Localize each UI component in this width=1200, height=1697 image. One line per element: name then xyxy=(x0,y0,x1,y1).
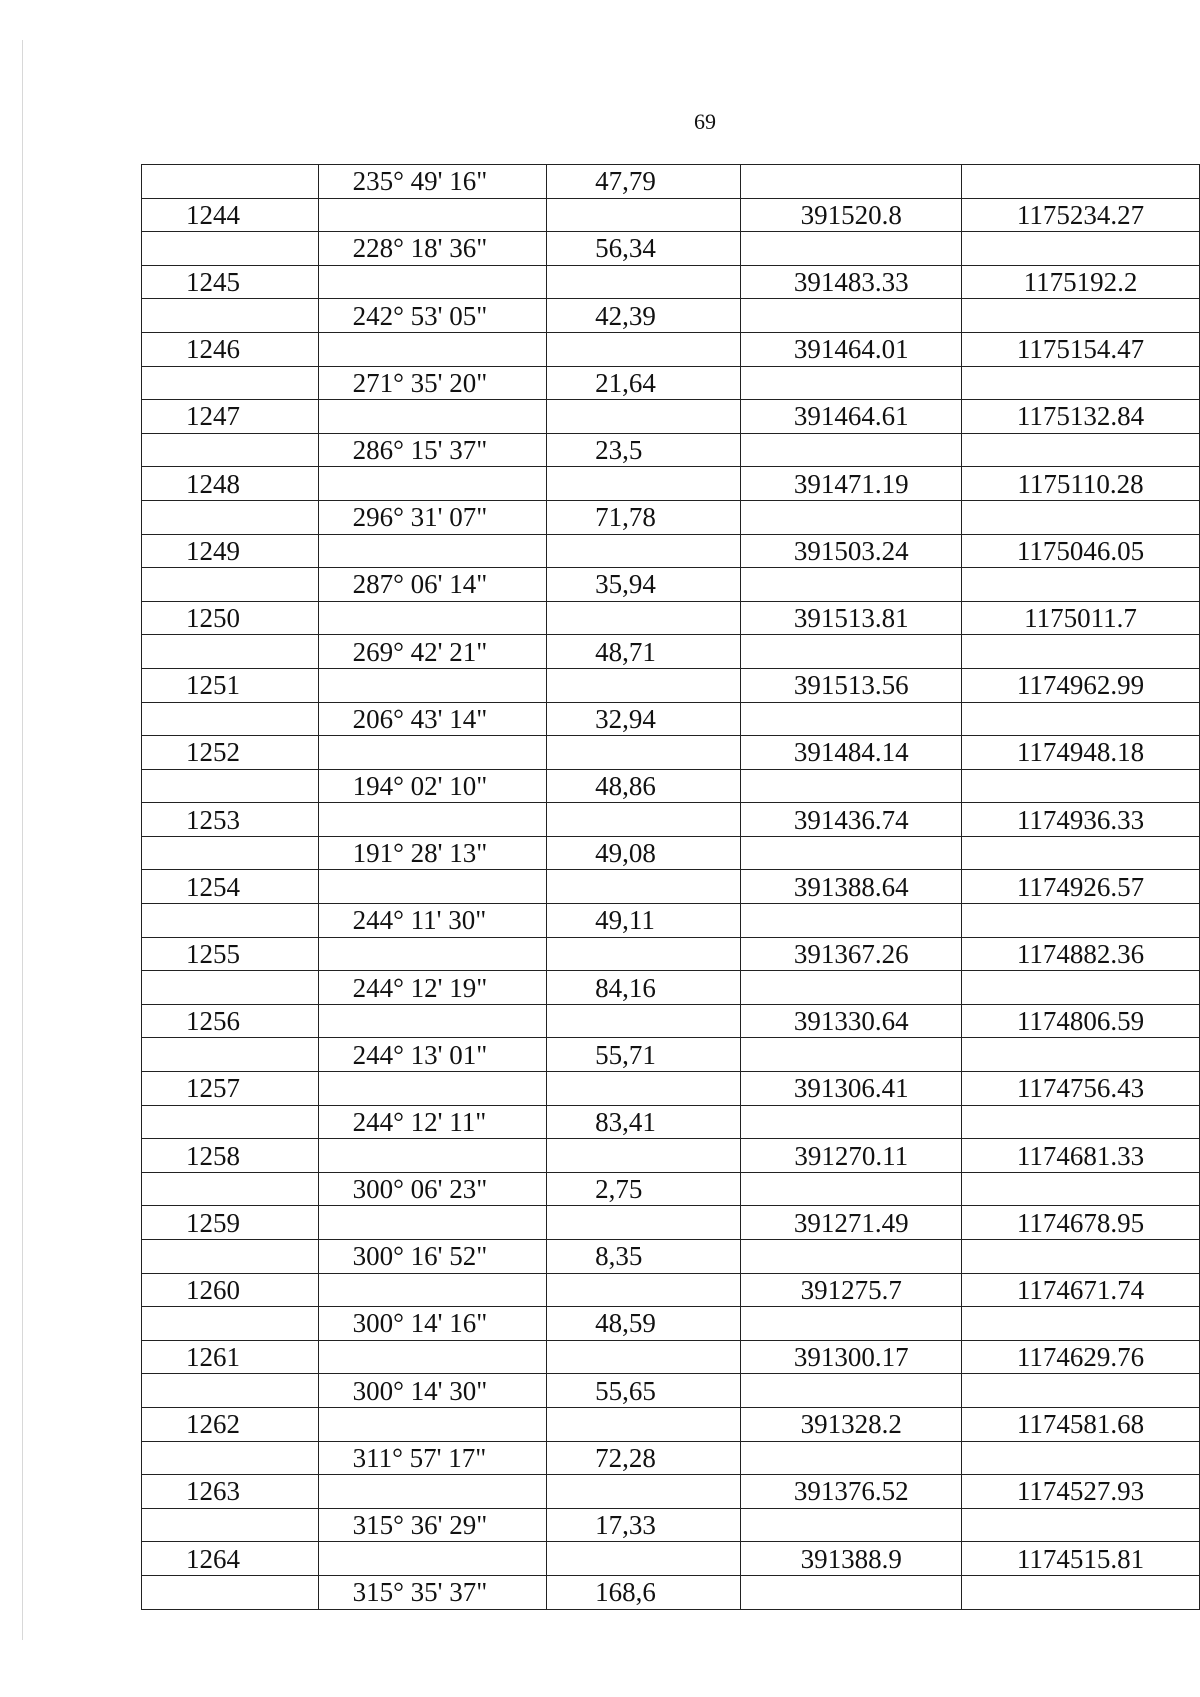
x-coordinate-cell xyxy=(741,165,962,199)
x-coordinate-cell xyxy=(741,1105,962,1139)
direction-angle-cell: 244° 11' 30" xyxy=(318,904,547,938)
y-coordinate-cell: 1175110.28 xyxy=(962,467,1200,501)
point-number-cell xyxy=(142,232,319,266)
direction-angle-cell xyxy=(318,400,547,434)
table-row xyxy=(142,1038,1200,1072)
segment-length-cell xyxy=(547,1273,741,1307)
direction-angle-cell: 296° 31' 07" xyxy=(318,500,547,534)
direction-angle-cell xyxy=(318,1273,547,1307)
x-coordinate-cell: 391483.33 xyxy=(741,265,962,299)
direction-angle-cell: 191° 28' 13" xyxy=(318,836,547,870)
segment-length-cell xyxy=(547,265,741,299)
point-number-cell: 1256 xyxy=(142,1004,319,1038)
direction-angle-cell xyxy=(318,1340,547,1374)
y-coordinate-cell: 1175011.7 xyxy=(962,601,1200,635)
direction-angle-cell: 311° 57' 17" xyxy=(318,1441,547,1475)
point-number-cell xyxy=(142,1105,319,1139)
point-number-cell xyxy=(142,769,319,803)
x-coordinate-cell: 391464.61 xyxy=(741,400,962,434)
point-number-cell xyxy=(142,702,319,736)
direction-angle-cell xyxy=(318,1407,547,1441)
x-coordinate-cell: 391436.74 xyxy=(741,803,962,837)
x-coordinate-cell: 391513.56 xyxy=(741,668,962,702)
table-row xyxy=(142,500,1200,534)
y-coordinate-cell xyxy=(962,1441,1200,1475)
x-coordinate-cell: 391513.81 xyxy=(741,601,962,635)
point-number-cell xyxy=(142,1240,319,1274)
point-number-cell: 1244 xyxy=(142,198,319,232)
x-coordinate-cell: 391306.41 xyxy=(741,1072,962,1106)
x-coordinate-cell xyxy=(741,1441,962,1475)
table-row xyxy=(142,803,1200,837)
y-coordinate-cell xyxy=(962,433,1200,467)
table-row xyxy=(142,534,1200,568)
direction-angle-cell xyxy=(318,1072,547,1106)
x-coordinate-cell: 391520.8 xyxy=(741,198,962,232)
segment-length-cell: 17,33 xyxy=(547,1508,741,1542)
x-coordinate-cell xyxy=(741,500,962,534)
table-row xyxy=(142,1139,1200,1173)
table-row xyxy=(142,702,1200,736)
table-row xyxy=(142,1508,1200,1542)
segment-length-cell xyxy=(547,400,741,434)
y-coordinate-cell xyxy=(962,568,1200,602)
direction-angle-cell xyxy=(318,1004,547,1038)
direction-angle-cell xyxy=(318,534,547,568)
segment-length-cell: 21,64 xyxy=(547,366,741,400)
segment-length-cell: 35,94 xyxy=(547,568,741,602)
y-coordinate-cell: 1174515.81 xyxy=(962,1542,1200,1576)
segment-length-cell: 71,78 xyxy=(547,500,741,534)
direction-angle-cell xyxy=(318,870,547,904)
point-number-cell: 1261 xyxy=(142,1340,319,1374)
y-coordinate-cell: 1174756.43 xyxy=(962,1072,1200,1106)
coordinates-table-body xyxy=(142,165,1200,1610)
x-coordinate-cell xyxy=(741,1240,962,1274)
table-row xyxy=(142,1441,1200,1475)
segment-length-cell: 83,41 xyxy=(547,1105,741,1139)
x-coordinate-cell: 391376.52 xyxy=(741,1475,962,1509)
segment-length-cell xyxy=(547,803,741,837)
x-coordinate-cell xyxy=(741,904,962,938)
table-row xyxy=(142,433,1200,467)
point-number-cell: 1246 xyxy=(142,332,319,366)
table-row xyxy=(142,1575,1200,1609)
x-coordinate-cell xyxy=(741,702,962,736)
table-row xyxy=(142,836,1200,870)
table-row xyxy=(142,1542,1200,1576)
segment-length-cell: 23,5 xyxy=(547,433,741,467)
segment-length-cell: 48,71 xyxy=(547,635,741,669)
y-coordinate-cell: 1174671.74 xyxy=(962,1273,1200,1307)
point-number-cell xyxy=(142,1172,319,1206)
y-coordinate-cell xyxy=(962,299,1200,333)
x-coordinate-cell xyxy=(741,366,962,400)
x-coordinate-cell: 391275.7 xyxy=(741,1273,962,1307)
point-number-cell xyxy=(142,635,319,669)
x-coordinate-cell xyxy=(741,299,962,333)
scan-edge-line xyxy=(22,40,23,1640)
table-row xyxy=(142,467,1200,501)
y-coordinate-cell: 1174581.68 xyxy=(962,1407,1200,1441)
direction-angle-cell xyxy=(318,1206,547,1240)
table-row xyxy=(142,601,1200,635)
y-coordinate-cell xyxy=(962,702,1200,736)
segment-length-cell xyxy=(547,1139,741,1173)
segment-length-cell xyxy=(547,601,741,635)
point-number-cell xyxy=(142,836,319,870)
point-number-cell: 1264 xyxy=(142,1542,319,1576)
y-coordinate-cell xyxy=(962,1038,1200,1072)
x-coordinate-cell: 391464.01 xyxy=(741,332,962,366)
x-coordinate-cell: 391503.24 xyxy=(741,534,962,568)
x-coordinate-cell: 391367.26 xyxy=(741,937,962,971)
y-coordinate-cell xyxy=(962,635,1200,669)
table-row xyxy=(142,635,1200,669)
segment-length-cell xyxy=(547,198,741,232)
table-row xyxy=(142,1004,1200,1038)
table-row xyxy=(142,1273,1200,1307)
y-coordinate-cell xyxy=(962,1508,1200,1542)
direction-angle-cell: 300° 06' 23" xyxy=(318,1172,547,1206)
y-coordinate-cell: 1174629.76 xyxy=(962,1340,1200,1374)
direction-angle-cell: 287° 06' 14" xyxy=(318,568,547,602)
point-number-cell xyxy=(142,299,319,333)
segment-length-cell: 72,28 xyxy=(547,1441,741,1475)
segment-length-cell: 55,65 xyxy=(547,1374,741,1408)
x-coordinate-cell xyxy=(741,433,962,467)
x-coordinate-cell xyxy=(741,769,962,803)
y-coordinate-cell xyxy=(962,971,1200,1005)
table-row xyxy=(142,568,1200,602)
y-coordinate-cell xyxy=(962,1307,1200,1341)
table-row xyxy=(142,400,1200,434)
table-row xyxy=(142,1206,1200,1240)
direction-angle-cell xyxy=(318,1542,547,1576)
table-row xyxy=(142,1374,1200,1408)
y-coordinate-cell xyxy=(962,165,1200,199)
point-number-cell xyxy=(142,500,319,534)
y-coordinate-cell: 1174962.99 xyxy=(962,668,1200,702)
point-number-cell: 1259 xyxy=(142,1206,319,1240)
x-coordinate-cell: 391271.49 xyxy=(741,1206,962,1240)
x-coordinate-cell xyxy=(741,1575,962,1609)
point-number-cell: 1252 xyxy=(142,736,319,770)
segment-length-cell xyxy=(547,1542,741,1576)
segment-length-cell: 49,11 xyxy=(547,904,741,938)
direction-angle-cell: 244° 12' 11" xyxy=(318,1105,547,1139)
segment-length-cell xyxy=(547,736,741,770)
segment-length-cell: 49,08 xyxy=(547,836,741,870)
x-coordinate-cell xyxy=(741,1374,962,1408)
x-coordinate-cell xyxy=(741,971,962,1005)
segment-length-cell: 2,75 xyxy=(547,1172,741,1206)
y-coordinate-cell xyxy=(962,904,1200,938)
table-row xyxy=(142,870,1200,904)
segment-length-cell xyxy=(547,332,741,366)
direction-angle-cell: 300° 14' 30" xyxy=(318,1374,547,1408)
direction-angle-cell: 244° 12' 19" xyxy=(318,971,547,1005)
point-number-cell xyxy=(142,904,319,938)
table-row xyxy=(142,1105,1200,1139)
direction-angle-cell: 269° 42' 21" xyxy=(318,635,547,669)
table-row xyxy=(142,165,1200,199)
segment-length-cell xyxy=(547,467,741,501)
segment-length-cell xyxy=(547,1407,741,1441)
y-coordinate-cell xyxy=(962,1172,1200,1206)
direction-angle-cell xyxy=(318,198,547,232)
segment-length-cell: 48,86 xyxy=(547,769,741,803)
segment-length-cell: 42,39 xyxy=(547,299,741,333)
segment-length-cell xyxy=(547,1475,741,1509)
point-number-cell: 1255 xyxy=(142,937,319,971)
direction-angle-cell xyxy=(318,332,547,366)
point-number-cell xyxy=(142,568,319,602)
direction-angle-cell: 315° 36' 29" xyxy=(318,1508,547,1542)
y-coordinate-cell: 1175234.27 xyxy=(962,198,1200,232)
direction-angle-cell: 228° 18' 36" xyxy=(318,232,547,266)
x-coordinate-cell: 391328.2 xyxy=(741,1407,962,1441)
direction-angle-cell: 271° 35' 20" xyxy=(318,366,547,400)
table-row xyxy=(142,1172,1200,1206)
x-coordinate-cell xyxy=(741,1307,962,1341)
table-row xyxy=(142,1475,1200,1509)
segment-length-cell: 55,71 xyxy=(547,1038,741,1072)
table-row xyxy=(142,332,1200,366)
y-coordinate-cell xyxy=(962,1105,1200,1139)
point-number-cell: 1245 xyxy=(142,265,319,299)
direction-angle-cell xyxy=(318,467,547,501)
segment-length-cell xyxy=(547,534,741,568)
table-row xyxy=(142,1340,1200,1374)
table-row xyxy=(142,265,1200,299)
direction-angle-cell xyxy=(318,736,547,770)
y-coordinate-cell: 1174527.93 xyxy=(962,1475,1200,1509)
y-coordinate-cell: 1175154.47 xyxy=(962,332,1200,366)
segment-length-cell: 47,79 xyxy=(547,165,741,199)
x-coordinate-cell: 391388.9 xyxy=(741,1542,962,1576)
point-number-cell xyxy=(142,1307,319,1341)
y-coordinate-cell: 1174678.95 xyxy=(962,1206,1200,1240)
x-coordinate-cell xyxy=(741,635,962,669)
segment-length-cell xyxy=(547,870,741,904)
x-coordinate-cell: 391484.14 xyxy=(741,736,962,770)
table-row xyxy=(142,971,1200,1005)
segment-length-cell: 48,59 xyxy=(547,1307,741,1341)
y-coordinate-cell: 1174806.59 xyxy=(962,1004,1200,1038)
y-coordinate-cell: 1175132.84 xyxy=(962,400,1200,434)
segment-length-cell: 32,94 xyxy=(547,702,741,736)
direction-angle-cell: 206° 43' 14" xyxy=(318,702,547,736)
x-coordinate-cell: 391388.64 xyxy=(741,870,962,904)
point-number-cell xyxy=(142,433,319,467)
table-row xyxy=(142,1307,1200,1341)
direction-angle-cell: 286° 15' 37" xyxy=(318,433,547,467)
y-coordinate-cell: 1175046.05 xyxy=(962,534,1200,568)
table-row xyxy=(142,366,1200,400)
point-number-cell: 1258 xyxy=(142,1139,319,1173)
point-number-cell xyxy=(142,165,319,199)
y-coordinate-cell: 1174936.33 xyxy=(962,803,1200,837)
table-row xyxy=(142,1240,1200,1274)
table-row xyxy=(142,1407,1200,1441)
point-number-cell: 1251 xyxy=(142,668,319,702)
y-coordinate-cell xyxy=(962,1575,1200,1609)
x-coordinate-cell xyxy=(741,1038,962,1072)
point-number-cell: 1253 xyxy=(142,803,319,837)
point-number-cell: 1257 xyxy=(142,1072,319,1106)
direction-angle-cell: 300° 14' 16" xyxy=(318,1307,547,1341)
table-row xyxy=(142,769,1200,803)
point-number-cell: 1247 xyxy=(142,400,319,434)
x-coordinate-cell: 391330.64 xyxy=(741,1004,962,1038)
segment-length-cell xyxy=(547,668,741,702)
direction-angle-cell: 235° 49' 16" xyxy=(318,165,547,199)
point-number-cell: 1254 xyxy=(142,870,319,904)
y-coordinate-cell xyxy=(962,366,1200,400)
table-row xyxy=(142,198,1200,232)
x-coordinate-cell xyxy=(741,232,962,266)
direction-angle-cell: 194° 02' 10" xyxy=(318,769,547,803)
segment-length-cell: 8,35 xyxy=(547,1240,741,1274)
direction-angle-cell: 315° 35' 37" xyxy=(318,1575,547,1609)
direction-angle-cell: 242° 53' 05" xyxy=(318,299,547,333)
point-number-cell: 1263 xyxy=(142,1475,319,1509)
table-row xyxy=(142,904,1200,938)
y-coordinate-cell: 1174882.36 xyxy=(962,937,1200,971)
point-number-cell: 1248 xyxy=(142,467,319,501)
point-number-cell xyxy=(142,1038,319,1072)
direction-angle-cell: 300° 16' 52" xyxy=(318,1240,547,1274)
table-row xyxy=(142,668,1200,702)
direction-angle-cell xyxy=(318,668,547,702)
direction-angle-cell: 244° 13' 01" xyxy=(318,1038,547,1072)
point-number-cell xyxy=(142,1575,319,1609)
y-coordinate-cell xyxy=(962,1374,1200,1408)
y-coordinate-cell: 1174681.33 xyxy=(962,1139,1200,1173)
table-row xyxy=(142,736,1200,770)
table-row xyxy=(142,299,1200,333)
x-coordinate-cell xyxy=(741,1172,962,1206)
x-coordinate-cell: 391270.11 xyxy=(741,1139,962,1173)
x-coordinate-cell xyxy=(741,568,962,602)
y-coordinate-cell xyxy=(962,769,1200,803)
direction-angle-cell xyxy=(318,937,547,971)
direction-angle-cell xyxy=(318,803,547,837)
point-number-cell: 1262 xyxy=(142,1407,319,1441)
page-number: 69 xyxy=(694,109,716,134)
y-coordinate-cell xyxy=(962,500,1200,534)
table-row xyxy=(142,232,1200,266)
point-number-cell xyxy=(142,1441,319,1475)
direction-angle-cell xyxy=(318,1139,547,1173)
point-number-cell: 1260 xyxy=(142,1273,319,1307)
segment-length-cell xyxy=(547,1004,741,1038)
x-coordinate-cell: 391471.19 xyxy=(741,467,962,501)
direction-angle-cell xyxy=(318,601,547,635)
table-row xyxy=(142,937,1200,971)
point-number-cell xyxy=(142,1374,319,1408)
segment-length-cell xyxy=(547,1340,741,1374)
segment-length-cell: 168,6 xyxy=(547,1575,741,1609)
x-coordinate-cell xyxy=(741,1508,962,1542)
point-number-cell xyxy=(142,971,319,1005)
y-coordinate-cell xyxy=(962,836,1200,870)
x-coordinate-cell xyxy=(741,836,962,870)
point-number-cell: 1250 xyxy=(142,601,319,635)
y-coordinate-cell: 1175192.2 xyxy=(962,265,1200,299)
segment-length-cell xyxy=(547,1072,741,1106)
table-row xyxy=(142,1072,1200,1106)
direction-angle-cell xyxy=(318,265,547,299)
point-number-cell xyxy=(142,366,319,400)
x-coordinate-cell: 391300.17 xyxy=(741,1340,962,1374)
y-coordinate-cell xyxy=(962,232,1200,266)
segment-length-cell xyxy=(547,937,741,971)
direction-angle-cell xyxy=(318,1475,547,1509)
segment-length-cell: 56,34 xyxy=(547,232,741,266)
y-coordinate-cell: 1174948.18 xyxy=(962,736,1200,770)
y-coordinate-cell: 1174926.57 xyxy=(962,870,1200,904)
segment-length-cell xyxy=(547,1206,741,1240)
point-number-cell xyxy=(142,1508,319,1542)
coordinates-table xyxy=(141,164,1200,1610)
segment-length-cell: 84,16 xyxy=(547,971,741,1005)
point-number-cell: 1249 xyxy=(142,534,319,568)
y-coordinate-cell xyxy=(962,1240,1200,1274)
